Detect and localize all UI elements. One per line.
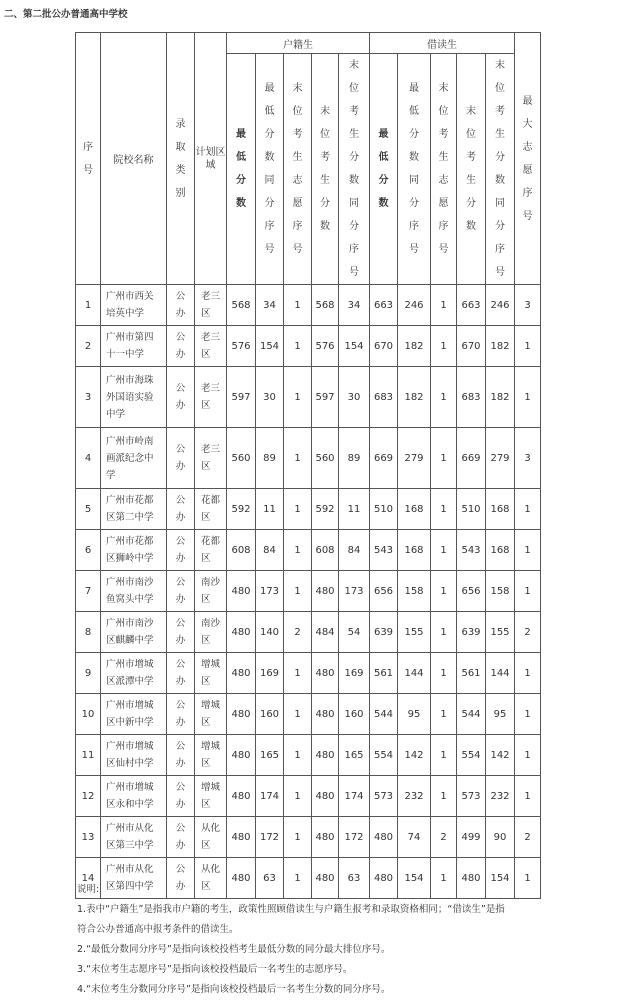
cell-max-vol: 1 — [515, 489, 541, 530]
note-line: 3.“末位考生志愿序号”是指向该校投档最后一名考生的志愿序号。 — [77, 964, 353, 975]
vertical-header-text: 最 大 志 愿 序 号 — [522, 95, 533, 222]
header-max-vol — [515, 33, 541, 285]
cell-hukou-last-score: 480 — [312, 776, 339, 817]
cell-seq: 12 — [76, 776, 101, 817]
cell-hukou-last-score: 480 — [312, 653, 339, 694]
cell-area: 老三 区 — [195, 428, 227, 489]
cell-jiedu-last-vol: 1 — [431, 776, 457, 817]
cell-hukou-last-vol: 1 — [284, 694, 312, 735]
table-row — [76, 367, 541, 428]
cell-hukou-last-rank: 173 — [339, 571, 370, 612]
cell-category: 公 办 — [167, 530, 195, 571]
header-jiedu-min-score — [370, 54, 398, 285]
cell-hukou-min-score: 480 — [227, 858, 256, 899]
cell-jiedu-min-rank: 182 — [398, 367, 431, 428]
cell-area: 老三 区 — [195, 367, 227, 428]
cell-school: 广州市增城 区仙村中学 — [101, 735, 167, 776]
cell-jiedu-last-vol: 1 — [431, 326, 457, 367]
cell-jiedu-last-score: 480 — [457, 858, 486, 899]
cell-hukou-last-score: 480 — [312, 571, 339, 612]
cell-jiedu-last-rank: 182 — [486, 367, 515, 428]
cell-area: 南沙 区 — [195, 612, 227, 653]
cell-category: 公 办 — [167, 326, 195, 367]
cell-jiedu-last-score: 656 — [457, 571, 486, 612]
cell-hukou-last-rank: 54 — [339, 612, 370, 653]
cell-area: 增城 区 — [195, 776, 227, 817]
cell-hukou-last-rank: 165 — [339, 735, 370, 776]
cell-jiedu-min-score: 480 — [370, 817, 398, 858]
cell-hukou-last-rank: 89 — [339, 428, 370, 489]
cell-jiedu-last-score: 544 — [457, 694, 486, 735]
cell-category: 公 办 — [167, 285, 195, 326]
cell-max-vol: 1 — [515, 530, 541, 571]
table-row — [76, 326, 541, 367]
cell-jiedu-min-rank: 168 — [398, 530, 431, 571]
cell-hukou-min-score: 608 — [227, 530, 256, 571]
cell-area: 从化 区 — [195, 858, 227, 899]
cell-hukou-min-rank: 84 — [256, 530, 284, 571]
cell-jiedu-last-score: 670 — [457, 326, 486, 367]
cell-category: 公 办 — [167, 858, 195, 899]
cell-seq: 8 — [76, 612, 101, 653]
cell-hukou-min-rank: 11 — [256, 489, 284, 530]
cell-jiedu-last-vol: 1 — [431, 653, 457, 694]
cell-jiedu-last-rank: 168 — [486, 530, 515, 571]
header-hukou-min-rank — [256, 54, 284, 285]
cell-area: 南沙 区 — [195, 571, 227, 612]
cell-school: 广州市从化 区第四中学 — [101, 858, 167, 899]
note-line: 4.“末位考生分数同分序号”是指向该校投档最后一名考生分数的同分序号。 — [77, 984, 391, 995]
cell-hukou-min-score: 480 — [227, 735, 256, 776]
cell-hukou-min-rank: 172 — [256, 817, 284, 858]
vertical-header-text: 最 低 分 数 同 分 序 号 — [264, 83, 275, 255]
cell-hukou-last-score: 560 — [312, 428, 339, 489]
cell-category: 公 办 — [167, 776, 195, 817]
cell-seq: 3 — [76, 367, 101, 428]
cell-hukou-last-vol: 1 — [284, 489, 312, 530]
cell-school: 广州市增城 区派潭中学 — [101, 653, 167, 694]
table-row — [76, 489, 541, 530]
header-jiedu-last-rank — [486, 54, 515, 285]
table-row — [76, 653, 541, 694]
cell-hukou-last-vol: 1 — [284, 367, 312, 428]
cell-jiedu-last-score: 561 — [457, 653, 486, 694]
cell-area: 花都 区 — [195, 530, 227, 571]
cell-jiedu-min-score: 656 — [370, 571, 398, 612]
cell-jiedu-last-vol: 1 — [431, 285, 457, 326]
cell-school: 广州市西关 培英中学 — [101, 285, 167, 326]
cell-jiedu-last-rank: 95 — [486, 694, 515, 735]
vertical-header-text: 末 位 考 生 志 愿 序 号 — [292, 83, 303, 255]
cell-hukou-last-score: 480 — [312, 817, 339, 858]
header-school: 院校名称 — [101, 33, 167, 285]
cell-hukou-last-rank: 30 — [339, 367, 370, 428]
vertical-header-text: 末 位 考 生 分 数 同 分 序 号 — [349, 60, 359, 278]
cell-jiedu-last-score: 663 — [457, 285, 486, 326]
cell-seq: 5 — [76, 489, 101, 530]
cell-jiedu-min-rank: 158 — [398, 571, 431, 612]
cell-max-vol: 2 — [515, 817, 541, 858]
cell-hukou-last-score: 608 — [312, 530, 339, 571]
table-row — [76, 285, 541, 326]
cell-area: 花都 区 — [195, 489, 227, 530]
section-title: 二、第二批公办普通高中学校 — [4, 9, 128, 20]
header-jiedu-group: 借读生 — [370, 33, 515, 54]
cell-school: 广州市南沙 鱼窝头中学 — [101, 571, 167, 612]
cell-category: 公 办 — [167, 428, 195, 489]
cell-category: 公 办 — [167, 571, 195, 612]
note-line: 2.“最低分数同分序号”是指向该校投档考生最低分数的同分最大排位序号。 — [77, 944, 391, 955]
cell-jiedu-last-score: 573 — [457, 776, 486, 817]
cell-max-vol: 1 — [515, 367, 541, 428]
cell-school: 广州市从化 区第三中学 — [101, 817, 167, 858]
cell-jiedu-last-vol: 1 — [431, 612, 457, 653]
header-seq — [76, 33, 101, 285]
cell-hukou-min-score: 480 — [227, 571, 256, 612]
cell-jiedu-last-vol: 1 — [431, 694, 457, 735]
cell-seq: 6 — [76, 530, 101, 571]
cell-hukou-last-vol: 1 — [284, 285, 312, 326]
vertical-header-text: 最 低 分 数 — [378, 129, 389, 209]
cell-hukou-min-score: 560 — [227, 428, 256, 489]
cell-hukou-min-score: 597 — [227, 367, 256, 428]
cell-hukou-min-rank: 174 — [256, 776, 284, 817]
cell-hukou-last-vol: 2 — [284, 612, 312, 653]
cell-jiedu-min-score: 543 — [370, 530, 398, 571]
cell-max-vol: 2 — [515, 612, 541, 653]
notes — [77, 880, 557, 1000]
cell-hukou-last-vol: 1 — [284, 817, 312, 858]
cell-jiedu-min-score: 544 — [370, 694, 398, 735]
cell-hukou-last-rank: 84 — [339, 530, 370, 571]
cell-school: 广州市增城 区永和中学 — [101, 776, 167, 817]
cell-max-vol: 3 — [515, 428, 541, 489]
cell-jiedu-last-vol: 1 — [431, 735, 457, 776]
cell-hukou-min-score: 480 — [227, 817, 256, 858]
cell-category: 公 办 — [167, 694, 195, 735]
header-hukou-min-score — [227, 54, 256, 285]
cell-max-vol: 1 — [515, 858, 541, 899]
cell-max-vol: 1 — [515, 776, 541, 817]
cell-jiedu-last-rank: 155 — [486, 612, 515, 653]
cell-jiedu-last-vol: 2 — [431, 817, 457, 858]
cell-hukou-last-vol: 1 — [284, 571, 312, 612]
cell-jiedu-last-rank: 246 — [486, 285, 515, 326]
cell-seq: 9 — [76, 653, 101, 694]
cell-jiedu-min-rank: 279 — [398, 428, 431, 489]
cell-area: 增城 区 — [195, 735, 227, 776]
cell-jiedu-last-rank: 279 — [486, 428, 515, 489]
notes-title: 说明: — [77, 884, 100, 895]
cell-jiedu-min-rank: 168 — [398, 489, 431, 530]
cell-jiedu-last-vol: 1 — [431, 367, 457, 428]
table-row — [76, 776, 541, 817]
cell-hukou-min-rank: 30 — [256, 367, 284, 428]
cell-hukou-last-score: 480 — [312, 694, 339, 735]
cell-jiedu-min-score: 480 — [370, 858, 398, 899]
cell-hukou-min-rank: 89 — [256, 428, 284, 489]
cell-seq: 11 — [76, 735, 101, 776]
cell-hukou-last-rank: 34 — [339, 285, 370, 326]
cell-hukou-last-score: 480 — [312, 735, 339, 776]
cell-hukou-last-vol: 1 — [284, 326, 312, 367]
cell-hukou-min-rank: 34 — [256, 285, 284, 326]
cell-max-vol: 1 — [515, 694, 541, 735]
cell-hukou-min-rank: 173 — [256, 571, 284, 612]
cell-category: 公 办 — [167, 653, 195, 694]
cell-jiedu-last-rank: 144 — [486, 653, 515, 694]
cell-category: 公 办 — [167, 735, 195, 776]
cell-hukou-last-rank: 63 — [339, 858, 370, 899]
cell-school: 广州市第四 十一中学 — [101, 326, 167, 367]
cell-jiedu-last-score: 554 — [457, 735, 486, 776]
header-category — [167, 33, 195, 285]
cell-hukou-last-rank: 174 — [339, 776, 370, 817]
cell-jiedu-last-rank: 182 — [486, 326, 515, 367]
cell-jiedu-min-rank: 182 — [398, 326, 431, 367]
cell-jiedu-min-rank: 74 — [398, 817, 431, 858]
cell-jiedu-last-score: 543 — [457, 530, 486, 571]
cell-jiedu-min-rank: 95 — [398, 694, 431, 735]
cell-category: 公 办 — [167, 612, 195, 653]
cell-school: 广州市海珠 外国语实验 中学 — [101, 367, 167, 428]
cell-seq: 14 — [76, 858, 101, 899]
cell-category: 公 办 — [167, 367, 195, 428]
header-jiedu-last-score — [457, 54, 486, 285]
cell-jiedu-last-vol: 1 — [431, 489, 457, 530]
cell-jiedu-min-rank: 232 — [398, 776, 431, 817]
cell-jiedu-last-score: 683 — [457, 367, 486, 428]
cell-jiedu-min-rank: 155 — [398, 612, 431, 653]
cell-hukou-min-rank: 160 — [256, 694, 284, 735]
cell-category: 公 办 — [167, 817, 195, 858]
cell-hukou-min-rank: 154 — [256, 326, 284, 367]
table-body — [76, 285, 541, 899]
note-line: 1.表中“户籍生”是指我市户籍的考生，政策性照顾借读生与户籍生报考和录取资格相同；“借读生”是指 — [77, 904, 505, 915]
header-hukou-group: 户籍生 — [227, 33, 370, 54]
cell-max-vol: 3 — [515, 285, 541, 326]
cell-hukou-min-score: 480 — [227, 612, 256, 653]
cell-area: 增城 区 — [195, 694, 227, 735]
cell-hukou-last-vol: 1 — [284, 653, 312, 694]
cell-jiedu-last-vol: 1 — [431, 571, 457, 612]
cell-seq: 10 — [76, 694, 101, 735]
cell-hukou-min-score: 480 — [227, 653, 256, 694]
table-row — [76, 817, 541, 858]
cell-hukou-last-rank: 169 — [339, 653, 370, 694]
table-row — [76, 694, 541, 735]
table-row — [76, 428, 541, 489]
cell-school: 广州市花都 区第二中学 — [101, 489, 167, 530]
note-line: 符合公办普通高中报考条件的借读生。 — [77, 924, 239, 935]
cell-jiedu-min-score: 554 — [370, 735, 398, 776]
header-jiedu-last-vol — [431, 54, 457, 285]
cell-school: 广州市南沙 区麒麟中学 — [101, 612, 167, 653]
header-area: 计划区域 — [195, 33, 227, 285]
cell-hukou-min-rank: 169 — [256, 653, 284, 694]
cell-hukou-last-vol: 1 — [284, 735, 312, 776]
cell-school: 广州市增城 区中新中学 — [101, 694, 167, 735]
vertical-header-text: 序 号 — [83, 141, 93, 176]
cell-hukou-last-rank: 154 — [339, 326, 370, 367]
cell-hukou-last-score: 597 — [312, 367, 339, 428]
cell-category: 公 办 — [167, 489, 195, 530]
cell-jiedu-min-score: 669 — [370, 428, 398, 489]
cell-hukou-last-rank: 172 — [339, 817, 370, 858]
cell-hukou-min-score: 480 — [227, 776, 256, 817]
cell-jiedu-min-rank: 154 — [398, 858, 431, 899]
cell-jiedu-last-rank: 154 — [486, 858, 515, 899]
vertical-header-text: 末 位 考 生 分 数 — [466, 106, 476, 232]
cell-seq: 7 — [76, 571, 101, 612]
cell-jiedu-last-rank: 142 — [486, 735, 515, 776]
cell-school: 广州市岭南 画派纪念中 学 — [101, 428, 167, 489]
cell-jiedu-last-vol: 1 — [431, 530, 457, 571]
vertical-header-text: 末 位 考 生 分 数 — [320, 106, 330, 232]
cell-jiedu-last-score: 510 — [457, 489, 486, 530]
cell-max-vol: 1 — [515, 653, 541, 694]
cell-jiedu-min-rank: 144 — [398, 653, 431, 694]
cell-jiedu-min-rank: 142 — [398, 735, 431, 776]
cell-area: 老三 区 — [195, 326, 227, 367]
cell-hukou-last-score: 592 — [312, 489, 339, 530]
cell-seq: 1 — [76, 285, 101, 326]
cell-jiedu-last-rank: 168 — [486, 489, 515, 530]
vertical-header-text: 末 位 考 生 分 数 同 分 序 号 — [495, 60, 505, 278]
cell-hukou-min-rank: 165 — [256, 735, 284, 776]
cell-hukou-last-vol: 1 — [284, 428, 312, 489]
cell-school: 广州市花都 区狮岭中学 — [101, 530, 167, 571]
table-row — [76, 612, 541, 653]
cell-jiedu-min-score: 670 — [370, 326, 398, 367]
cell-area: 老三 区 — [195, 285, 227, 326]
header-row-groups — [76, 33, 541, 54]
table-row — [76, 530, 541, 571]
cell-hukou-min-score: 576 — [227, 326, 256, 367]
header-hukou-last-rank — [339, 54, 370, 285]
cell-jiedu-last-score: 669 — [457, 428, 486, 489]
cell-hukou-last-vol: 1 — [284, 776, 312, 817]
cell-jiedu-min-score: 561 — [370, 653, 398, 694]
cell-hukou-min-score: 592 — [227, 489, 256, 530]
cell-max-vol: 1 — [515, 735, 541, 776]
cell-hukou-min-score: 568 — [227, 285, 256, 326]
header-hukou-last-vol — [284, 54, 312, 285]
cell-jiedu-min-score: 683 — [370, 367, 398, 428]
cell-max-vol: 1 — [515, 571, 541, 612]
cell-hukou-last-rank: 11 — [339, 489, 370, 530]
cell-hukou-last-score: 484 — [312, 612, 339, 653]
cell-seq: 4 — [76, 428, 101, 489]
cell-jiedu-last-score: 499 — [457, 817, 486, 858]
admission-table — [75, 32, 541, 899]
cell-hukou-last-score: 576 — [312, 326, 339, 367]
cell-hukou-last-score: 480 — [312, 858, 339, 899]
vertical-header-text: 末 位 考 生 志 愿 序 号 — [438, 83, 449, 255]
cell-seq: 2 — [76, 326, 101, 367]
vertical-header-text: 最 低 分 数 — [236, 129, 246, 209]
table-row — [76, 571, 541, 612]
cell-hukou-last-rank: 160 — [339, 694, 370, 735]
cell-jiedu-last-rank: 232 — [486, 776, 515, 817]
cell-hukou-last-vol: 1 — [284, 858, 312, 899]
cell-jiedu-min-score: 639 — [370, 612, 398, 653]
cell-seq: 13 — [76, 817, 101, 858]
cell-hukou-min-score: 480 — [227, 694, 256, 735]
cell-max-vol: 1 — [515, 326, 541, 367]
cell-jiedu-min-score: 663 — [370, 285, 398, 326]
cell-jiedu-min-score: 510 — [370, 489, 398, 530]
cell-hukou-last-vol: 1 — [284, 530, 312, 571]
cell-hukou-min-rank: 63 — [256, 858, 284, 899]
header-hukou-last-score — [312, 54, 339, 285]
cell-jiedu-last-score: 639 — [457, 612, 486, 653]
cell-hukou-last-score: 568 — [312, 285, 339, 326]
cell-hukou-min-rank: 140 — [256, 612, 284, 653]
cell-jiedu-min-rank: 246 — [398, 285, 431, 326]
vertical-header-text: 录 取 类 别 — [175, 118, 186, 199]
cell-jiedu-last-rank: 158 — [486, 571, 515, 612]
vertical-header-text: 最 低 分 数 同 分 序 号 — [409, 83, 419, 255]
header-jiedu-min-rank — [398, 54, 431, 285]
cell-jiedu-last-vol: 1 — [431, 428, 457, 489]
cell-jiedu-last-rank: 90 — [486, 817, 515, 858]
cell-area: 增城 区 — [195, 653, 227, 694]
cell-jiedu-last-vol: 1 — [431, 858, 457, 899]
cell-area: 从化 区 — [195, 817, 227, 858]
cell-jiedu-min-score: 573 — [370, 776, 398, 817]
table-row — [76, 735, 541, 776]
